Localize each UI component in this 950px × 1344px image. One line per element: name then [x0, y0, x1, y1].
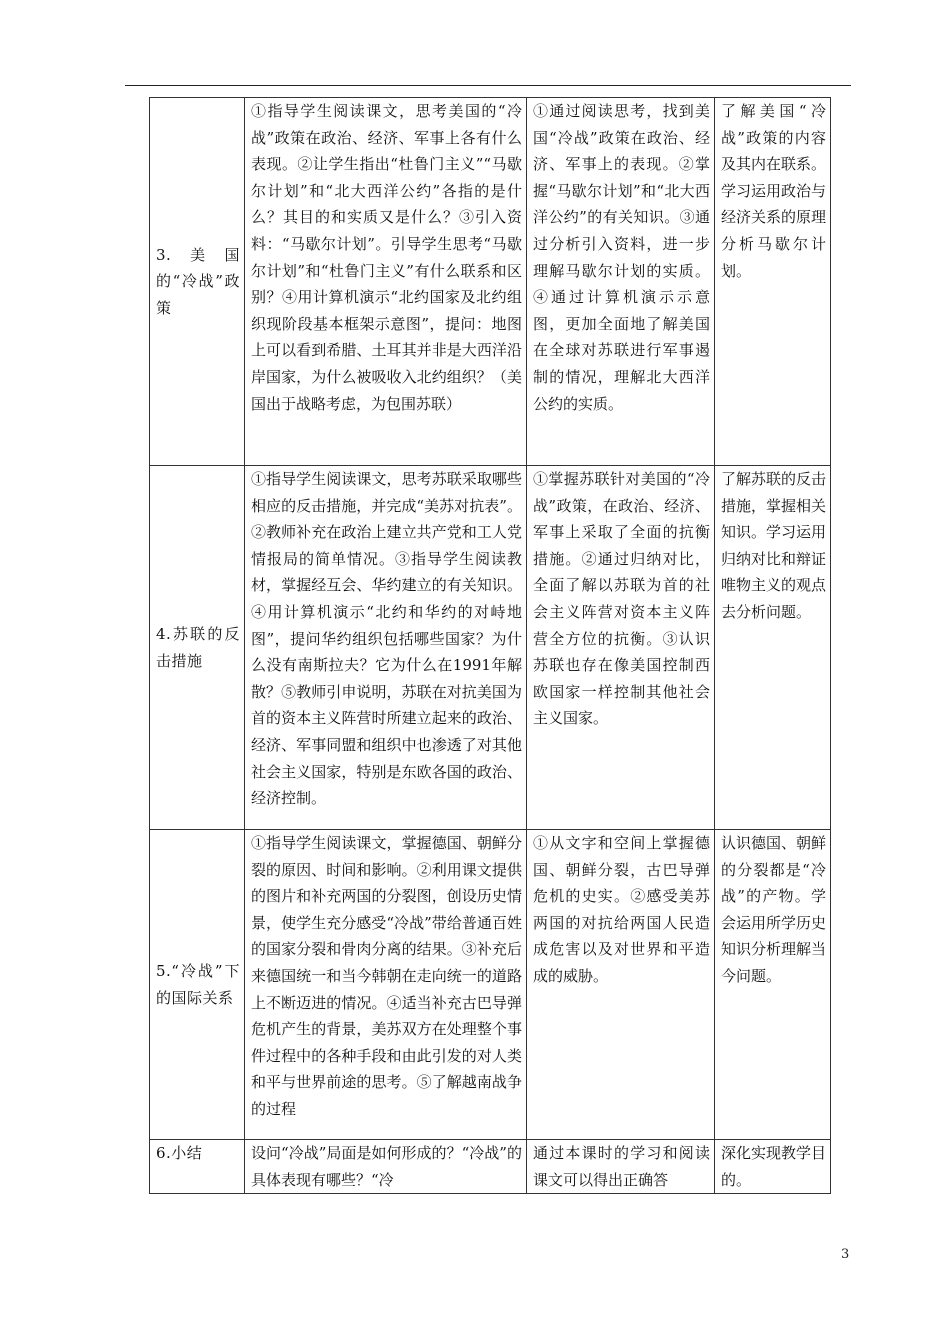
- goal-cell: 深化实现教学目的。: [715, 1140, 831, 1194]
- table-row: [150, 466, 831, 830]
- table-row: [150, 98, 831, 466]
- design-intent-cell: ①掌握苏联针对美国的“冷战”政策，在政治、经济、军事上采取了全面的抗衡措施。②通过归纳对比，全面了解以苏联为首的社会主义阵营对资本主义阵营全方位的抗衡。③认识苏联也存在像美国控制西欧国家一样控制其他社会主义国家。: [527, 466, 715, 830]
- topic-cell: 5.“冷战”下的国际关系: [150, 830, 245, 1140]
- teaching-activity-cell: ①指导学生阅读课文，思考美国的“冷战”政策在政治、经济、军事上各有什么表现。②让学生指出“杜鲁门主义”“马歇尔计划”和“北大西洋公约”各指的是什么？其目的和实质又是什么？③引入资料：“马歇尔计划”。引导学生思考“马歇尔计划”和“杜鲁门主义”有什么联系和区别？④用计算机演示“北约国家及北约组织现阶段基本框架示意图”，提问：地图上可以看到希腊、土耳其并非是大西洋沿岸国家，为什么被吸收入北约组织？（美国出于战略考虑，为包围苏联）: [245, 98, 527, 466]
- topic-cell: 3.美国的“冷战”政策: [150, 98, 245, 466]
- table-row: [150, 830, 831, 1140]
- goal-cell: 认识德国、朝鲜的分裂都是“冷战”的产物。学会运用所学历史知识分析理解当今问题。: [715, 830, 831, 1140]
- page-number: 3: [841, 1247, 850, 1262]
- teaching-activity-cell: ①指导学生阅读课文，思考苏联采取哪些相应的反击措施，并完成“美苏对抗表”。②教师补充在政治上建立共产党和工人党情报局的简单情况。③指导学生阅读教材，掌握经互会、华约建立的有关知识。④用计算机演示“北约和华约的对峙地图”，提问华约组织包括哪些国家？为什么没有南斯拉夫？它为什么在1991年解散？⑤教师引申说明，苏联在对抗美国为首的资本主义阵营时所建立起来的政治、经济、军事同盟和组织中也渗透了对其他社会主义国家，特别是东欧各国的政治、经济控制。: [245, 466, 527, 830]
- lesson-plan-table: [149, 97, 831, 1194]
- topic-cell: 6.小结: [150, 1140, 245, 1194]
- header-rule: [125, 85, 851, 86]
- design-intent-cell: 通过本课时的学习和阅读课文可以得出正确答: [527, 1140, 715, 1194]
- topic-cell: 4.苏联的反击措施: [150, 466, 245, 830]
- teaching-activity-cell: 设问“冷战”局面是如何形成的？“冷战”的具体表现有哪些？“冷: [245, 1140, 527, 1194]
- teaching-activity-cell: ①指导学生阅读课文，掌握德国、朝鲜分裂的原因、时间和影响。②利用课文提供的图片和补充两国的分裂图，创设历史情景，使学生充分感受“冷战”带给普通百姓的国家分裂和骨肉分离的结果。③补充后来德国统一和当今韩朝在走向统一的道路上不断迈进的情况。④适当补充古巴导弹危机产生的背景，美苏双方在处理整个事件过程中的各种手段和由此引发的对人类和平与世界前途的思考。⑤了解越南战争的过程: [245, 830, 527, 1140]
- design-intent-cell: ①从文字和空间上掌握德国、朝鲜分裂，古巴导弹危机的史实。②感受美苏两国的对抗给两国人民造成危害以及对世界和平造成的威胁。: [527, 830, 715, 1140]
- goal-cell: 了解苏联的反击措施，掌握相关知识。学习运用归纳对比和辩证唯物主义的观点去分析问题。: [715, 466, 831, 830]
- table-row: [150, 1140, 831, 1194]
- goal-cell: 了解美国“冷战”政策的内容及其内在联系。学习运用政治与经济关系的原理分析马歇尔计划。: [715, 98, 831, 466]
- design-intent-cell: ①通过阅读思考，找到美国“冷战”政策在政治、经济、军事上的表现。②掌握“马歇尔计划”和“北大西洋公约”的有关知识。③通过分析引入资料，进一步理解马歇尔计划的实质。④通过计算机演示示意图，更加全面地了解美国在全球对苏联进行军事遏制的情况，理解北大西洋公约的实质。: [527, 98, 715, 466]
